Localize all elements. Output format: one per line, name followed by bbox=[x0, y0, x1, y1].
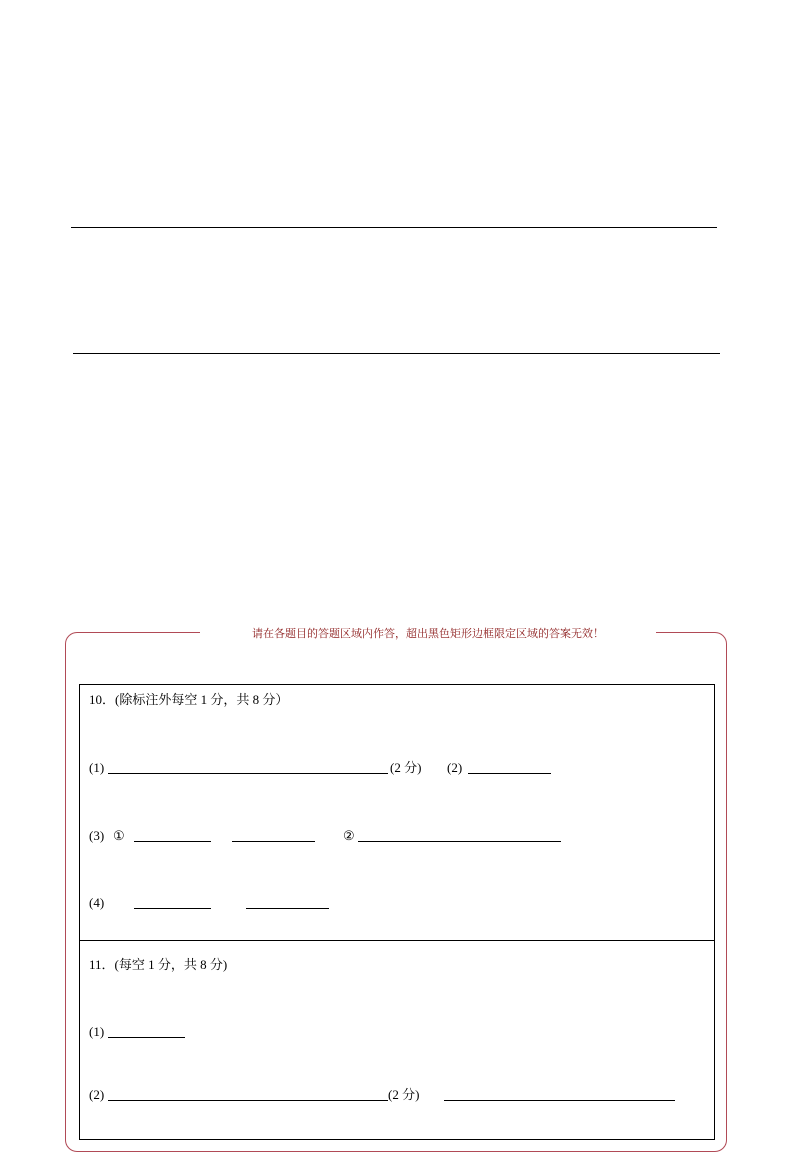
question-10-box bbox=[79, 684, 715, 941]
part-3-blank-1b[interactable] bbox=[232, 841, 315, 842]
part-4-blank-1[interactable] bbox=[134, 908, 211, 909]
part-3-blank-1a[interactable] bbox=[134, 841, 211, 842]
question-10-title: 10．(除标注外每空 1 分，共 8 分） bbox=[89, 692, 289, 707]
part-3-circle-2: ② bbox=[343, 828, 355, 843]
part-2-blank-1[interactable] bbox=[108, 1100, 388, 1101]
part-4-blank-2[interactable] bbox=[246, 908, 329, 909]
part-2-blank-2[interactable] bbox=[444, 1100, 675, 1101]
part-2-blank[interactable] bbox=[468, 773, 551, 774]
part-1-label: (1) bbox=[89, 1024, 105, 1039]
part-4-label: (4) bbox=[89, 895, 105, 910]
question-11-title: 11．(每空 1 分，共 8 分) bbox=[89, 957, 228, 972]
answer-line-1 bbox=[71, 227, 717, 228]
question-11-part-1-row bbox=[80, 1023, 714, 1041]
part-3-label: (3) bbox=[89, 828, 105, 843]
part-2-score: (2 分) bbox=[388, 1087, 420, 1102]
question-10-part-4-row bbox=[80, 894, 714, 912]
question-10-part-3-row bbox=[80, 827, 714, 845]
part-3-blank-2[interactable] bbox=[358, 841, 561, 842]
question-10-part-1-row bbox=[80, 759, 714, 777]
part-2-label: (2) bbox=[447, 760, 463, 775]
answer-region-notice: 请在各题目的答题区域内作答，超出黑色矩形边框限定区域的答案无效！ bbox=[200, 624, 656, 644]
part-1-label: (1) bbox=[89, 760, 105, 775]
part-1-blank[interactable] bbox=[108, 773, 388, 774]
part-2-label: (2) bbox=[89, 1087, 105, 1102]
part-3-circle-1: ① bbox=[113, 828, 125, 843]
part-1-blank[interactable] bbox=[108, 1037, 185, 1038]
answer-line-2 bbox=[73, 353, 720, 354]
part-1-score: (2 分) bbox=[390, 760, 422, 775]
question-11-part-2-row bbox=[80, 1086, 714, 1104]
question-11-box bbox=[79, 940, 715, 1140]
